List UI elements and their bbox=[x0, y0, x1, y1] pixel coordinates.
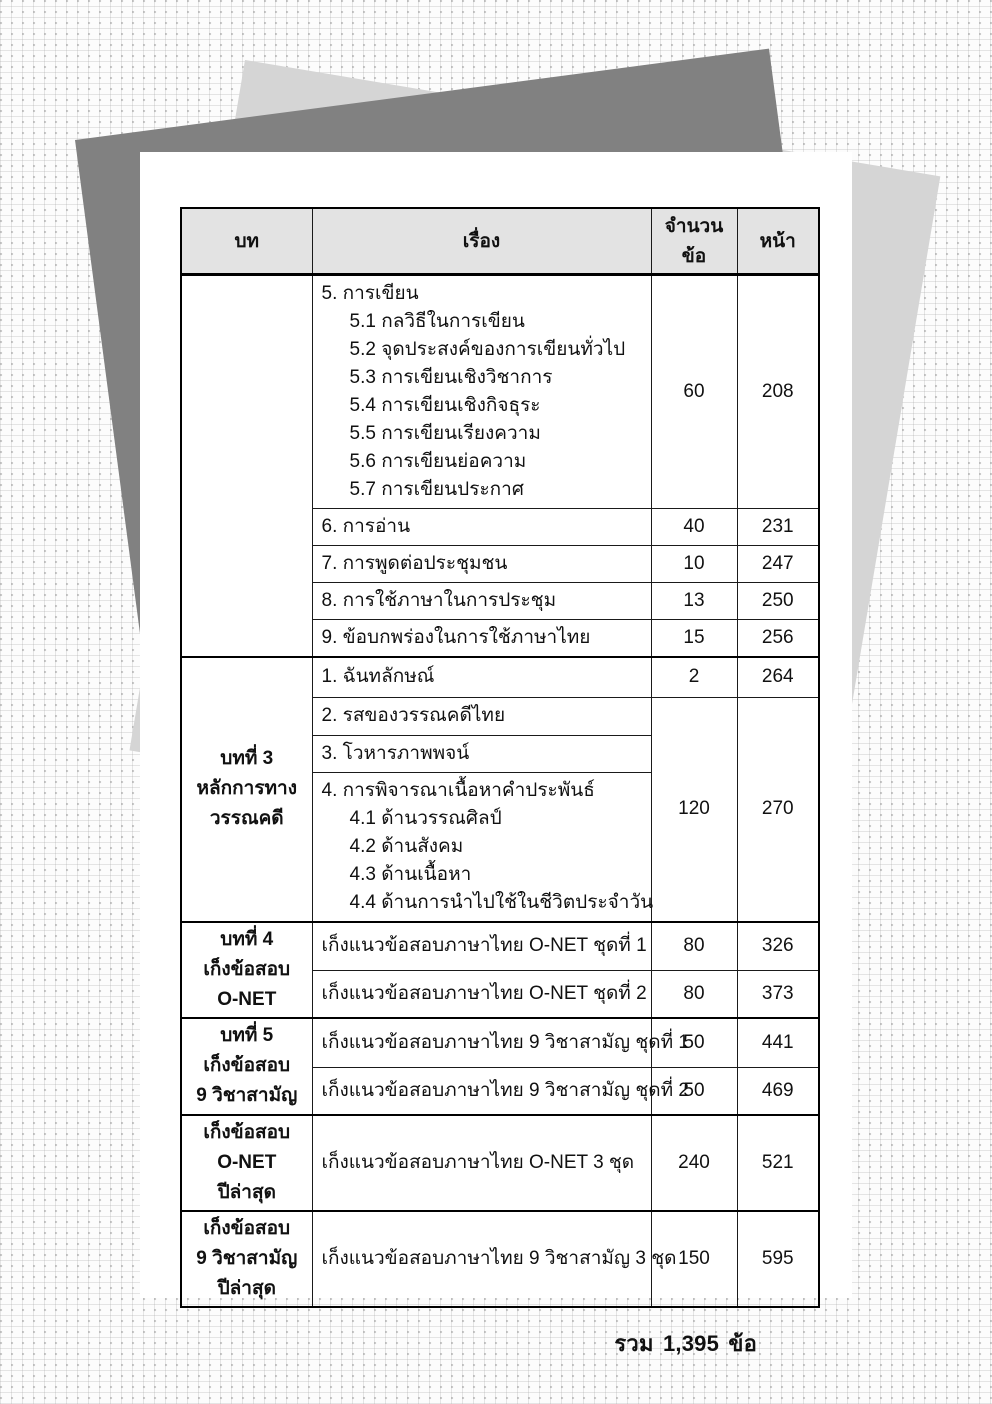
chapter-line: O-NET bbox=[217, 1151, 277, 1173]
chapter-line: 9 วิชาสามัญ bbox=[196, 1085, 298, 1106]
topic-cell bbox=[312, 1115, 651, 1211]
topic-cell bbox=[312, 697, 651, 735]
topic-line: 5. การเขียน bbox=[321, 283, 419, 304]
column-header-topic: เรื่อง bbox=[312, 208, 651, 275]
page-cell: 441 bbox=[737, 1018, 819, 1068]
chapter-cell bbox=[181, 657, 312, 922]
table-row bbox=[181, 275, 819, 509]
topic-line: 9. ข้อบกพร่องในการใช้ภาษาไทย bbox=[321, 627, 591, 648]
chapter-cell-empty bbox=[181, 275, 312, 658]
page-cell: 373 bbox=[737, 971, 819, 1018]
questions-cell: 240 bbox=[651, 1115, 737, 1211]
topic-cell bbox=[312, 1211, 677, 1307]
topic-cell bbox=[312, 922, 651, 971]
chapter-line: วรรณคดี bbox=[209, 808, 284, 830]
column-header-chapter: บท bbox=[181, 208, 312, 275]
table-row bbox=[181, 1115, 819, 1211]
page-cell: 208 bbox=[737, 275, 819, 509]
questions-cell: 80 bbox=[651, 922, 737, 971]
chapter-line: บทที่ 4 bbox=[220, 928, 274, 950]
topic-cell bbox=[312, 971, 651, 1018]
questions-cell: 40 bbox=[651, 509, 737, 546]
topic-cell bbox=[312, 509, 651, 546]
page-cell-merged: 270 bbox=[737, 697, 819, 922]
topic-line: เก็งแนวข้อสอบภาษาไทย O-NET ชุดที่ 1 bbox=[321, 935, 647, 957]
chapter-line: บทที่ 5 bbox=[220, 1025, 274, 1046]
questions-cell: 80 bbox=[651, 971, 737, 1018]
page-cell: 521 bbox=[737, 1115, 819, 1211]
topic-line: 1. ฉันทลักษณ์ bbox=[321, 666, 435, 688]
total-questions-line: รวม 1,395 ข้อ bbox=[614, 1330, 757, 1356]
chapter-line: ปีล่าสุด bbox=[217, 1277, 276, 1299]
topic-line: เก็งแนวข้อสอบภาษาไทย 9 วิชาสามัญ 3 ชุด bbox=[321, 1247, 677, 1269]
topic-cell bbox=[312, 1018, 689, 1068]
topic-subline: 5.5 การเขียนเรียงความ bbox=[349, 423, 541, 444]
topic-line: เก็งแนวข้อสอบภาษาไทย 9 วิชาสามัญ ชุดที่ 2 bbox=[321, 1079, 689, 1101]
topic-line: 3. โวหารภาพพจน์ bbox=[321, 742, 470, 764]
topic-subline: 5.2 จุดประสงค์ของการเขียนทั่วไป bbox=[349, 339, 626, 360]
table-row bbox=[181, 922, 819, 971]
questions-cell: 2 bbox=[651, 657, 737, 697]
chapter-line: เก็งข้อสอบ bbox=[203, 1217, 291, 1239]
topic-subline: 5.3 การเขียนเชิงวิชาการ bbox=[349, 367, 553, 388]
column-header-questions: จำนวนข้อ bbox=[651, 208, 737, 275]
page-cell: 250 bbox=[737, 583, 819, 620]
table-row bbox=[181, 657, 819, 697]
page-cell: 264 bbox=[737, 657, 819, 697]
chapter-line: ปีล่าสุด bbox=[217, 1181, 276, 1203]
questions-cell: 50 bbox=[651, 1068, 737, 1115]
topic-subline: 4.1 ด้านวรรณศิลป์ bbox=[349, 807, 502, 829]
topic-subline: 4.4 ด้านการนำไปใช้ในชีวิตประจำวัน bbox=[349, 891, 654, 913]
topic-cell bbox=[312, 657, 651, 697]
topic-cell bbox=[312, 275, 651, 509]
page-cell: 256 bbox=[737, 620, 819, 658]
topic-subline: 4.2 ด้านสังคม bbox=[349, 835, 464, 857]
chapter-cell bbox=[181, 1211, 312, 1307]
topic-cell bbox=[312, 1068, 689, 1115]
chapter-line: บทที่ 3 bbox=[220, 748, 274, 770]
contents-table bbox=[180, 207, 820, 1308]
questions-cell: 13 bbox=[651, 583, 737, 620]
chapter-line: 9 วิชาสามัญ bbox=[196, 1247, 298, 1269]
topic-subline: 5.7 การเขียนประกาศ bbox=[349, 479, 524, 500]
table-row bbox=[181, 1018, 819, 1068]
topic-line: 7. การพูดต่อประชุมชน bbox=[321, 553, 508, 574]
topic-cell bbox=[312, 620, 651, 658]
chapter-line: เก็งข้อสอบ bbox=[203, 958, 291, 980]
questions-cell-merged: 120 bbox=[651, 697, 737, 922]
chapter-cell bbox=[181, 922, 312, 1018]
topic-subline: 5.6 การเขียนย่อความ bbox=[349, 451, 527, 472]
column-header-page: หน้า bbox=[737, 208, 819, 275]
topic-line: เก็งแนวข้อสอบภาษาไทย 9 วิชาสามัญ ชุดที่ 1 bbox=[321, 1031, 689, 1053]
table-row bbox=[181, 1211, 819, 1307]
topic-line: 6. การอ่าน bbox=[321, 516, 411, 537]
topic-subline: 5.1 กลวิธีในการเขียน bbox=[349, 311, 525, 332]
topic-cell bbox=[312, 735, 651, 772]
chapter-line: เก็งข้อสอบ bbox=[203, 1055, 291, 1076]
topic-cell bbox=[312, 583, 651, 620]
chapter-line: หลักการทาง bbox=[196, 778, 298, 800]
questions-cell: 50 bbox=[651, 1018, 737, 1068]
questions-cell: 10 bbox=[651, 546, 737, 583]
table-header-row bbox=[181, 208, 819, 275]
topic-subline: 4.3 ด้านเนื้อหา bbox=[349, 863, 472, 885]
topic-line: 8. การใช้ภาษาในการประชุม bbox=[321, 590, 557, 611]
page-cell: 469 bbox=[737, 1068, 819, 1115]
topic-cell bbox=[312, 546, 651, 583]
chapter-line: O-NET bbox=[217, 988, 277, 1010]
page-cell: 595 bbox=[737, 1211, 819, 1307]
topic-line: เก็งแนวข้อสอบภาษาไทย O-NET ชุดที่ 2 bbox=[321, 982, 647, 1004]
chapter-line: เก็งข้อสอบ bbox=[203, 1121, 291, 1143]
topic-cell bbox=[312, 772, 654, 922]
topic-subline: 5.4 การเขียนเชิงกิจธุระ bbox=[349, 395, 541, 416]
page-cell: 326 bbox=[737, 922, 819, 971]
questions-cell: 150 bbox=[651, 1211, 737, 1307]
chapter-cell bbox=[181, 1018, 312, 1115]
chapter-cell bbox=[181, 1115, 312, 1211]
book-page bbox=[140, 152, 852, 1356]
topic-line: 2. รสของวรรณคดีไทย bbox=[321, 705, 506, 726]
questions-cell: 60 bbox=[651, 275, 737, 509]
topic-line: เก็งแนวข้อสอบภาษาไทย O-NET 3 ชุด bbox=[321, 1151, 635, 1173]
topic-line: 4. การพิจารณาเนื้อหาคำประพันธ์ bbox=[321, 779, 595, 801]
page-cell: 247 bbox=[737, 546, 819, 583]
questions-cell: 15 bbox=[651, 620, 737, 658]
page-cell: 231 bbox=[737, 509, 819, 546]
